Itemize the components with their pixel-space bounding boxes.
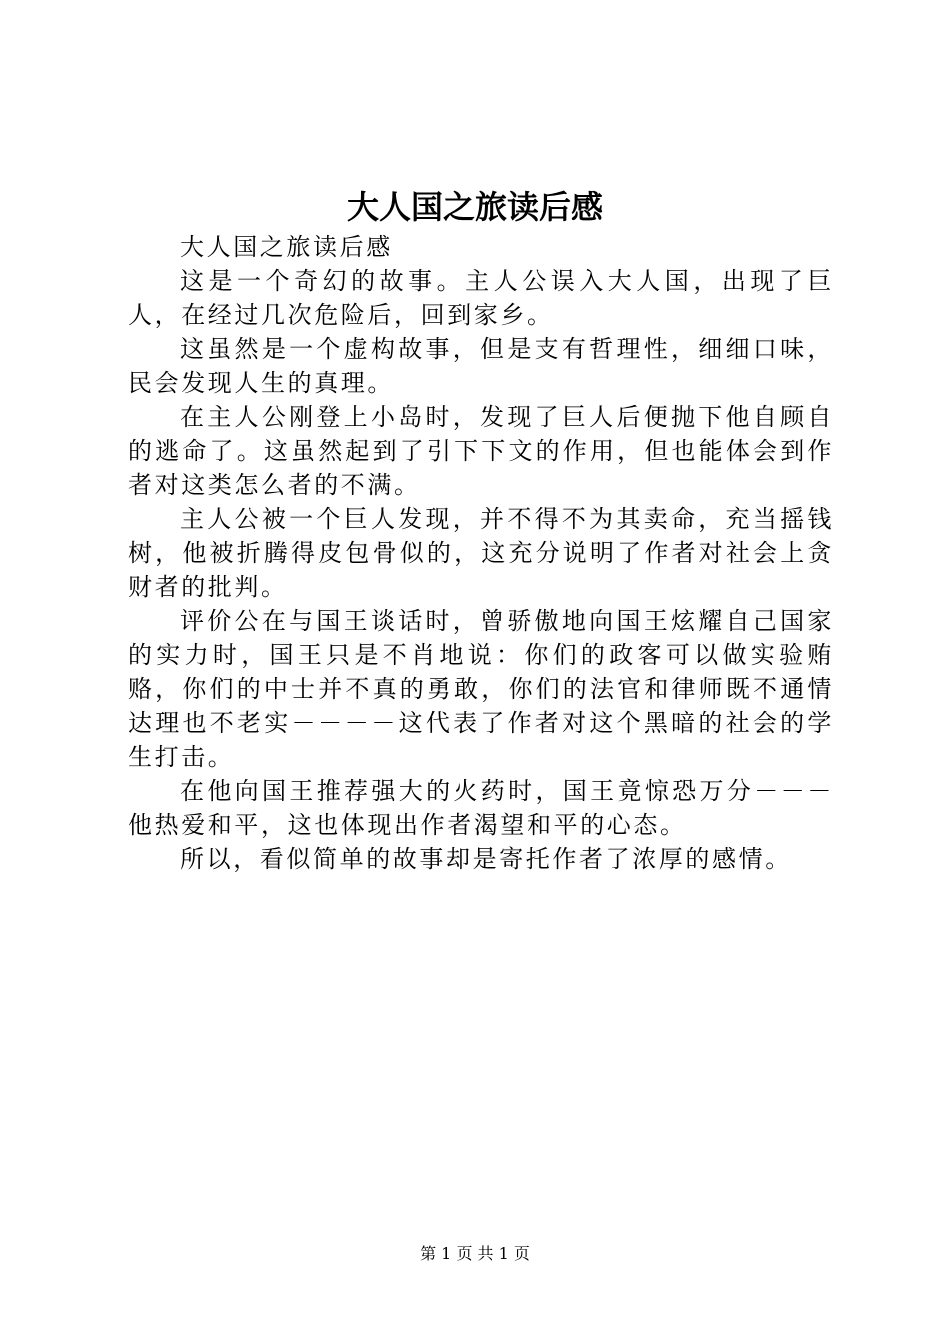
page-footer: 第 1 页 共 1 页 bbox=[420, 1244, 530, 1263]
paragraph: 主人公被一个巨人发现，并不得不为其卖命，充当摇钱树，他被折腾得皮包骨似的，这充分说明了作者对社会上贪财者的批判。 bbox=[128, 505, 834, 601]
paragraph: 在主人公刚登上小岛时，发现了巨人后便抛下他自顾自的逃命了。这虽然起到了引下下文的作用，但也能体会到作者对这类怎么者的不满。 bbox=[128, 403, 834, 499]
document-title: 大人国之旅读后感 bbox=[346, 188, 603, 226]
paragraph: 所以，看似简单的故事却是寄托作者了浓厚的感情。 bbox=[180, 845, 792, 873]
paragraph: 这是一个奇幻的故事。主人公误入大人国，出现了巨人，在经过几次危险后，回到家乡。 bbox=[128, 267, 834, 329]
paragraph: 评价公在与国王谈话时，曾骄傲地向国王炫耀自己国家的实力时，国王只是不肖地说：你们的政客可以做实验贿赂，你们的中士并不真的勇敢，你们的法官和律师既不通情达理也不老实－－－－这代表了作者对这个黑暗的社会的学生打击。 bbox=[128, 607, 834, 771]
paragraph-subtitle: 大人国之旅读后感 bbox=[180, 233, 393, 261]
document-body bbox=[128, 230, 834, 876]
paragraph: 这虽然是一个虚构故事，但是支有哲理性，细细口味，民会发现人生的真理。 bbox=[128, 335, 834, 397]
paragraph: 在他向国王推荐强大的火药时，国王竟惊恐万分－－－他热爱和平，这也体现出作者渴望和平的心态。 bbox=[128, 777, 834, 839]
